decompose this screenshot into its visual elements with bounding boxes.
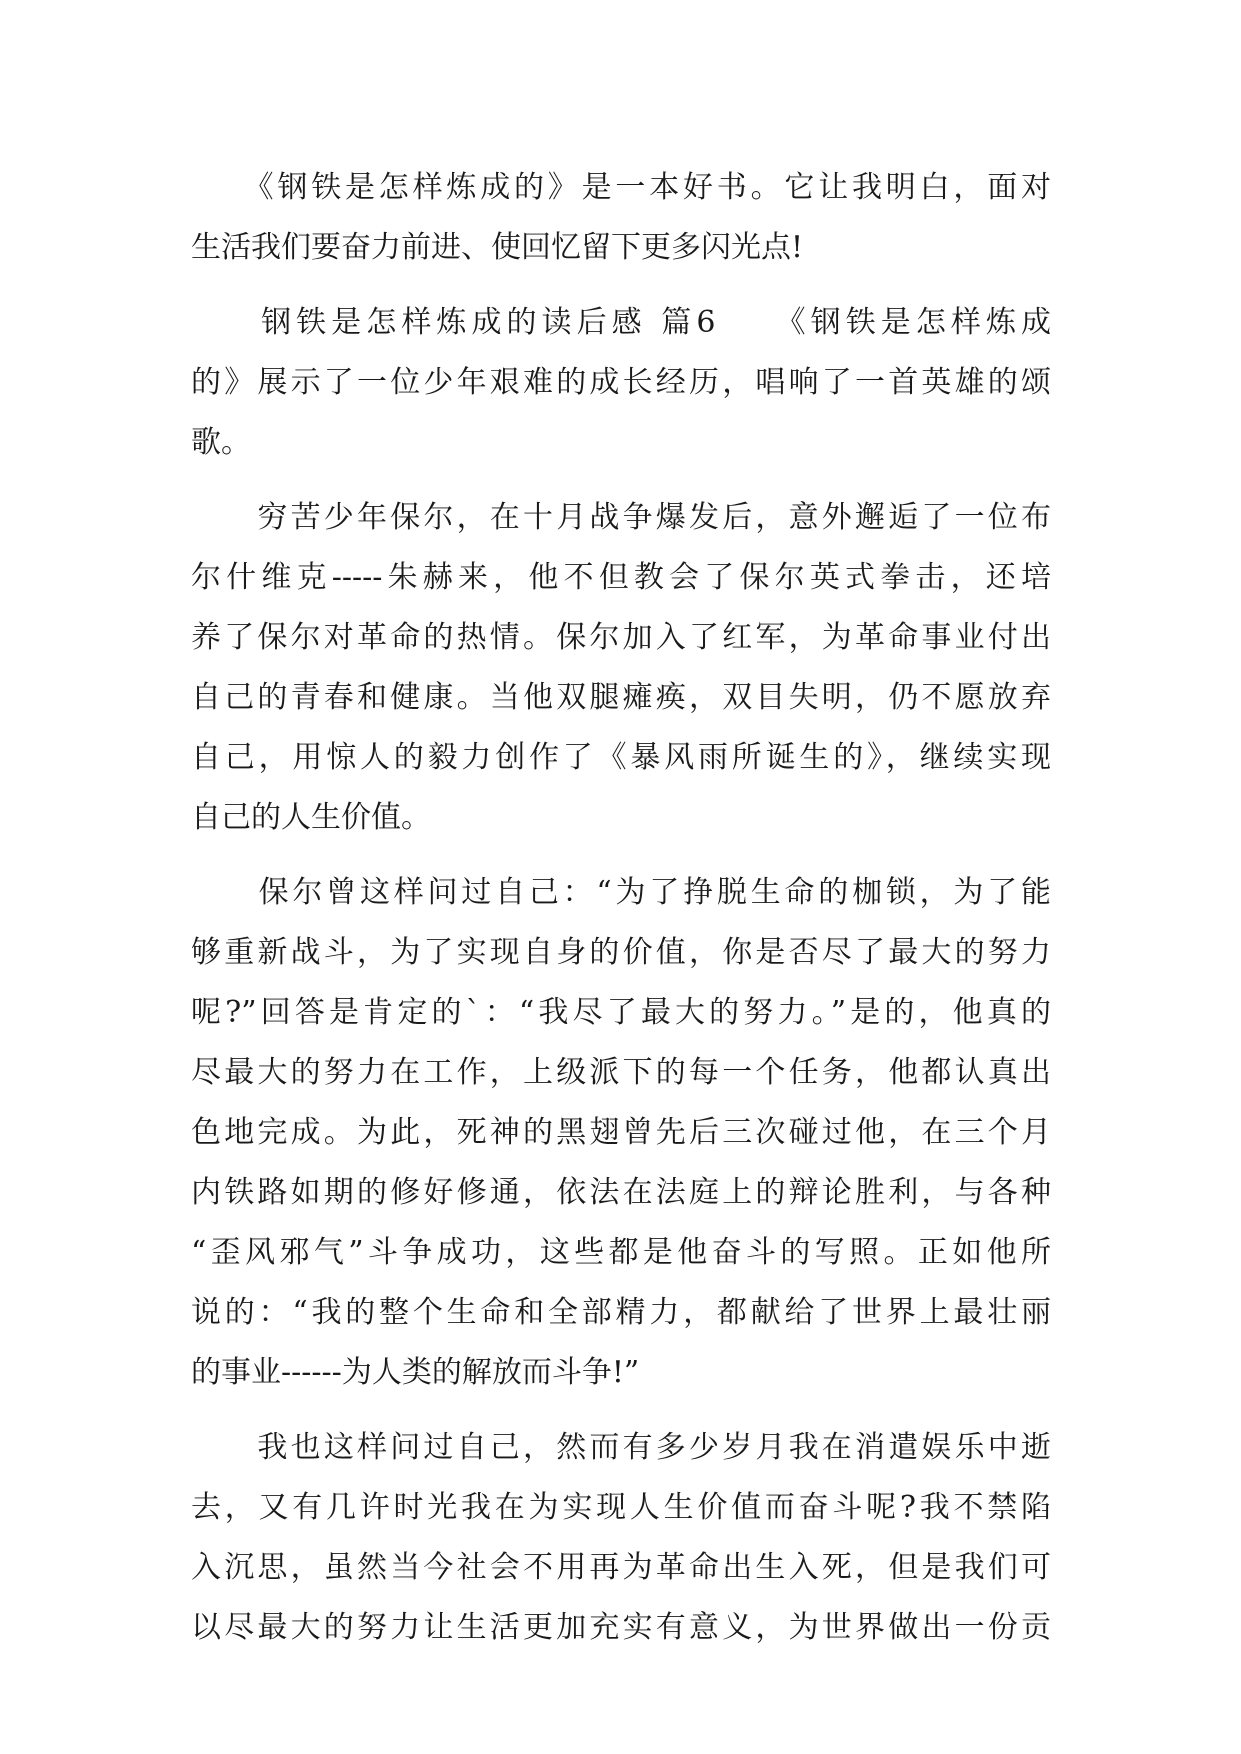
text-line: 以尽最大的努力让生活更加充实有意义，为世界做出一份贡 xyxy=(191,1610,1051,1645)
text-line: 入沉思，虽然当今社会不用再为革命出生入死，但是我们可 xyxy=(191,1550,1051,1585)
text-line: 去，又有几许时光我在为实现人生价值而奋斗呢?我不禁陷 xyxy=(191,1490,1051,1525)
text-line: 养了保尔对革命的热情。保尔加入了红军，为革命事业付出 xyxy=(191,620,1051,655)
text-line: 我也这样问过自己，然而有多少岁月我在消遣娱乐中逝 xyxy=(191,1430,1051,1465)
paragraph-2 xyxy=(191,293,1051,473)
text-line: 够重新战斗，为了实现自身的价值，你是否尽了最大的努力 xyxy=(191,935,1051,970)
text-line: 自己的青春和健康。当他双腿瘫痪，双目失明，仍不愿放弃 xyxy=(191,680,1051,715)
text-line: 生活我们要奋力前进、使回忆留下更多闪光点! xyxy=(191,230,804,265)
text-line: 尔什维克-----朱赫来，他不但教会了保尔英式拳击，还培 xyxy=(191,560,1051,595)
paragraph-5 xyxy=(191,1418,1051,1658)
text-line: 说的：“我的整个生命和全部精力，都献给了世界上最壮丽 xyxy=(191,1295,1051,1330)
text-line: 歌。 xyxy=(191,425,251,460)
text-line: 自己，用惊人的毅力创作了《暴风雨所诞生的》，继续实现 xyxy=(191,740,1051,775)
text-line: 呢?”回答是肯定的`：“我尽了最大的努力。”是的，他真的 xyxy=(191,995,1051,1030)
text-line: 的》展示了一位少年艰难的成长经历，唱响了一首英雄的颂 xyxy=(191,365,1051,400)
text-line: 的事业------为人类的解放而斗争!” xyxy=(191,1355,640,1390)
paragraph-1 xyxy=(191,158,1051,278)
paragraph-4 xyxy=(191,863,1051,1403)
text-line: 保尔曾这样问过自己：“为了挣脱生命的枷锁，为了能 xyxy=(191,875,1051,910)
text-line: 色地完成。为此，死神的黑翅曾先后三次碰过他，在三个月 xyxy=(191,1115,1051,1150)
paragraph-3 xyxy=(191,488,1051,848)
text-line: 内铁路如期的修好修通，依法在法庭上的辩论胜利，与各种 xyxy=(191,1175,1051,1210)
text-line: 《钢铁是怎样炼成的》是一本好书。它让我明白，面对 xyxy=(191,170,1051,205)
text-line: 钢铁是怎样炼成的读后感 篇6 《钢铁是怎样炼成 xyxy=(191,305,1051,340)
text-line: 穷苦少年保尔，在十月战争爆发后，意外邂逅了一位布 xyxy=(191,500,1051,535)
document-body xyxy=(191,158,1051,1658)
text-line: 尽最大的努力在工作，上级派下的每一个任务，他都认真出 xyxy=(191,1055,1051,1090)
text-line: “歪风邪气”斗争成功，这些都是他奋斗的写照。正如他所 xyxy=(191,1235,1051,1270)
text-line: 自己的人生价值。 xyxy=(191,800,431,835)
